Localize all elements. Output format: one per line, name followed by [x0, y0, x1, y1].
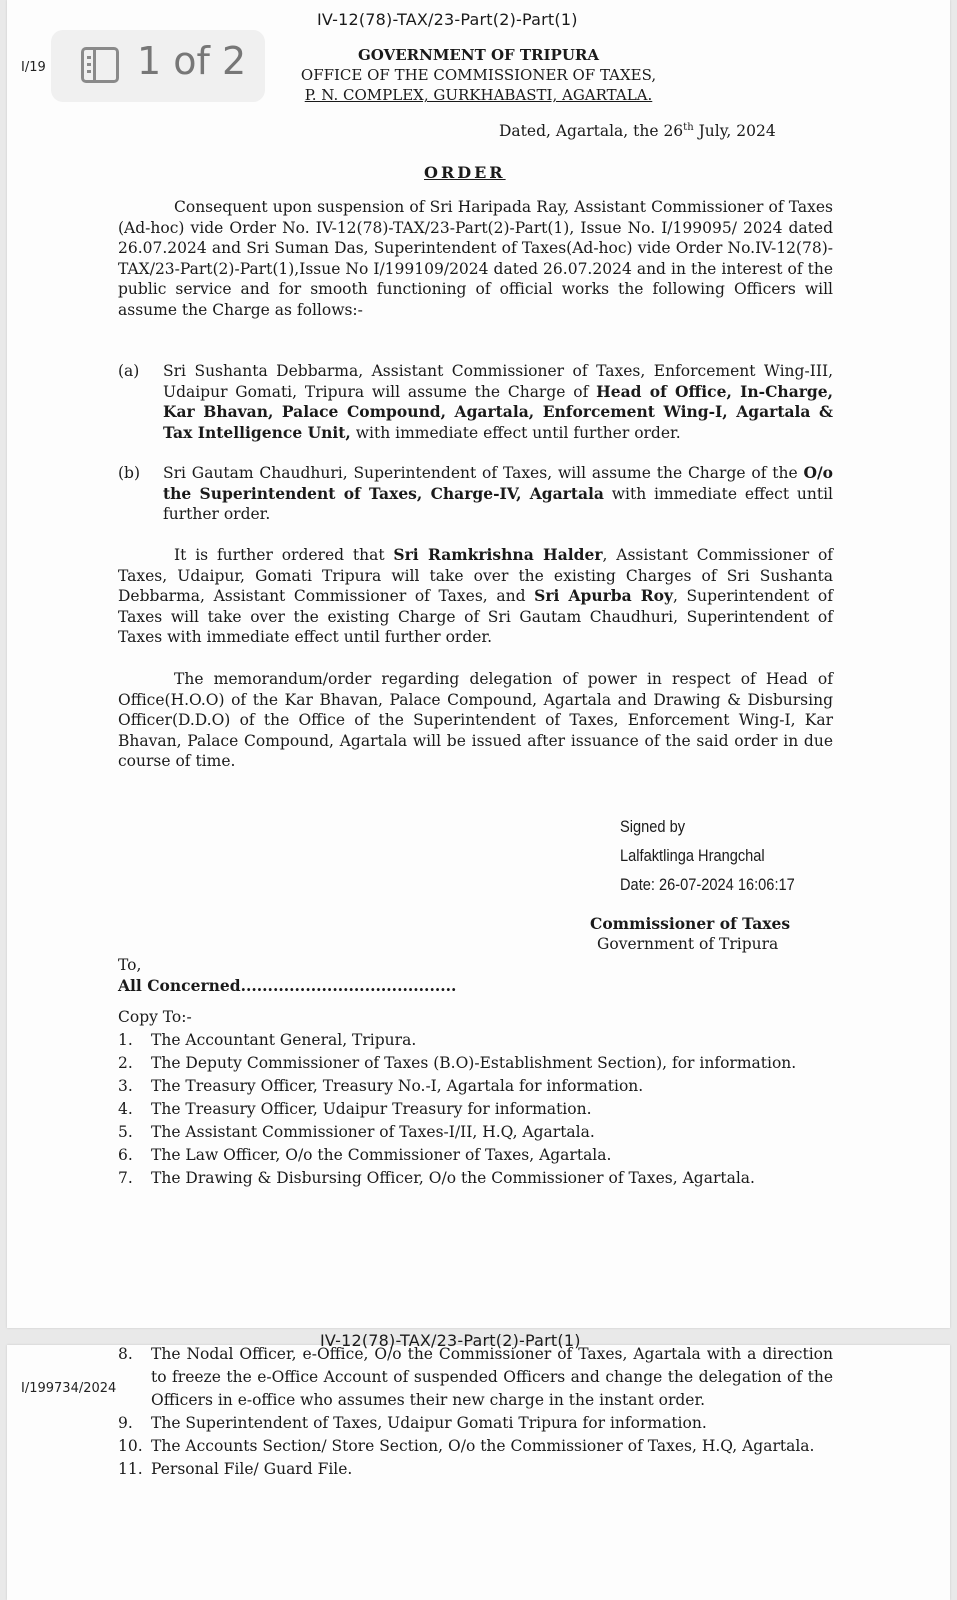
- list-item-text: The Accounts Section/ Store Section, O/o the Commissioner of Taxes, H.Q, Agartala.: [151, 1437, 815, 1455]
- list-item: [118, 1435, 833, 1458]
- list-item-number: 3.: [118, 1077, 133, 1095]
- list-item-text: Personal File/ Guard File.: [151, 1460, 353, 1478]
- list-item: [118, 1075, 833, 1098]
- list-item-number: 5.: [118, 1123, 133, 1141]
- list-item-text: The Nodal Officer, e-Office, O/o the Commissioner of Taxes, Agartala with a direction to freeze the e-Office Account of suspended Officers and change the delegation of the Officers in e-office who assumes their new charge in the instant order.: [151, 1345, 833, 1409]
- order-title: ORDER: [424, 163, 506, 182]
- designation-title: Commissioner of Taxes: [590, 914, 791, 933]
- list-item: [118, 1052, 833, 1075]
- list-item-text: The Deputy Commissioner of Taxes (B.O)-Establishment Section), for information.: [151, 1054, 797, 1072]
- list-item: [118, 1458, 833, 1481]
- list-item: [118, 1098, 833, 1121]
- header-address: P. N. COMPLEX, GURKHABASTI, AGARTALA.: [304, 86, 653, 104]
- list-item-text: The Treasury Officer, Treasury No.-I, Agartala for information.: [151, 1077, 644, 1095]
- copy-to-label: Copy To:-: [118, 1008, 192, 1026]
- list-item-number: 9.: [118, 1414, 133, 1432]
- header-office: OFFICE OF THE COMMISSIONER OF TAXES,: [300, 66, 657, 84]
- list-item-text: The Treasury Officer, Udaipur Treasury for information.: [151, 1100, 592, 1118]
- file-reference-page-2: IV-12(78)-TAX/23-Part(2)-Part(1): [320, 1331, 581, 1350]
- list-item-text: The Drawing & Disbursing Officer, O/o the Commissioner of Taxes, Agartala.: [151, 1169, 755, 1187]
- item-a: (a) Sri Sushanta Debbarma, Assistant Commissioner of Taxes, Enforcement Wing-III, Udaipur Gomati, Tripura will assume the Charge of Head of Office, In-Charge, Kar Bhavan, Palace Compound, Agartala, Enforcement Wing-I, Agartala & Tax Intelligence Unit, with immediate effect until further order.: [118, 362, 833, 442]
- list-item-number: 2.: [118, 1054, 133, 1072]
- list-item-number: 4.: [118, 1100, 133, 1118]
- document-page-1: [7, 0, 950, 1328]
- list-item: [118, 1343, 833, 1412]
- list-item-number: 10.: [118, 1437, 143, 1455]
- side-reference-page-2: I/199734/2024: [21, 1381, 117, 1396]
- item-b: (b) Sri Gautam Chaudhuri, Superintendent of Taxes, will assume the Charge of the O/o the Superintendent of Taxes, Charge-IV, Agartala with immediate effect until further order.: [118, 463, 833, 524]
- list-item-text: The Law Officer, O/o the Commissioner of Taxes, Agartala.: [151, 1146, 612, 1164]
- list-item: [118, 1121, 833, 1144]
- header-government: GOVERNMENT OF TRIPURA: [357, 46, 600, 64]
- list-item-text: The Assistant Commissioner of Taxes-I/II, H.Q, Agartala.: [151, 1123, 595, 1141]
- to-label: To,: [118, 956, 142, 974]
- paragraph-further-ordered: It is further ordered that Sri Ramkrishna Halder, Assistant Commissioner of Taxes, Udaipur, Gomati Tripura will take over the existing Charges of Sri Sushanta Debbarma, Assistant Commissioner of Taxes, and Sri Apurba Roy, Superintendent of Taxes will take over the existing Charge of Sri Gautam Chaudhuri, Superintendent of Taxes with immediate effect until further order.: [118, 545, 834, 647]
- copy-to-list-continued: [118, 1343, 833, 1481]
- side-reference: I/19: [21, 60, 46, 75]
- page-counter: 1 of 2: [137, 39, 247, 83]
- list-item-number: 11.: [118, 1460, 143, 1478]
- list-item-number: 6.: [118, 1146, 133, 1164]
- copy-to-list: [118, 1029, 833, 1190]
- list-item-number: 8.: [118, 1345, 133, 1363]
- to-addressee: All Concerned........................................: [118, 976, 457, 995]
- list-item: [118, 1144, 833, 1167]
- paragraph-consequent: Consequent upon suspension of Sri Haripada Ray, Assistant Commissioner of Taxes (Ad-hoc) vide Order No. IV-12(78)-TAX/23-Part(2)-Part(1), Issue No. I/199095/ 2024 dated 26.07.2024 and Sri Suman Das, Superintendent of Taxes(Ad-hoc) vide Order No.IV-12(78)-TAX/23-Part(2)-Part(1),Issue No I/199109/2024 dated 26.07.2024 and in the interest of the public service and for smooth functioning of official works the following Officers will assume the Charge as follows:-: [118, 198, 833, 319]
- list-item: [118, 1412, 833, 1435]
- list-item: [118, 1029, 833, 1052]
- dated-line: Dated, Agartala, the 26th July, 2024: [499, 122, 776, 141]
- list-item-number: 1.: [118, 1031, 133, 1049]
- digital-signature: Signed by Lalfaktlinga Hrangchal Date: 26-07-2024 16:06:17: [620, 817, 795, 894]
- list-item-number: 7.: [118, 1169, 133, 1187]
- list-item-text: The Superintendent of Taxes, Udaipur Gomati Tripura for information.: [151, 1414, 707, 1432]
- document-page-2: [7, 1331, 950, 1600]
- file-reference: IV-12(78)-TAX/23-Part(2)-Part(1): [317, 10, 578, 29]
- list-item-text: The Accountant General, Tripura.: [151, 1031, 417, 1049]
- paragraph-memorandum: The memorandum/order regarding delegation of power in respect of Head of Office(H.O.O) of the Kar Bhavan, Palace Compound, Agartala and Drawing & Disbursing Officer(D.D.O) of the Office of the Superintendent of Taxes, Enforcement Wing-I, Kar Bhavan, Palace Compound, Agartala will be issued after issuance of the said order in due course of time.: [118, 670, 833, 771]
- list-item: [118, 1167, 833, 1190]
- designation-org: Government of Tripura: [597, 935, 779, 953]
